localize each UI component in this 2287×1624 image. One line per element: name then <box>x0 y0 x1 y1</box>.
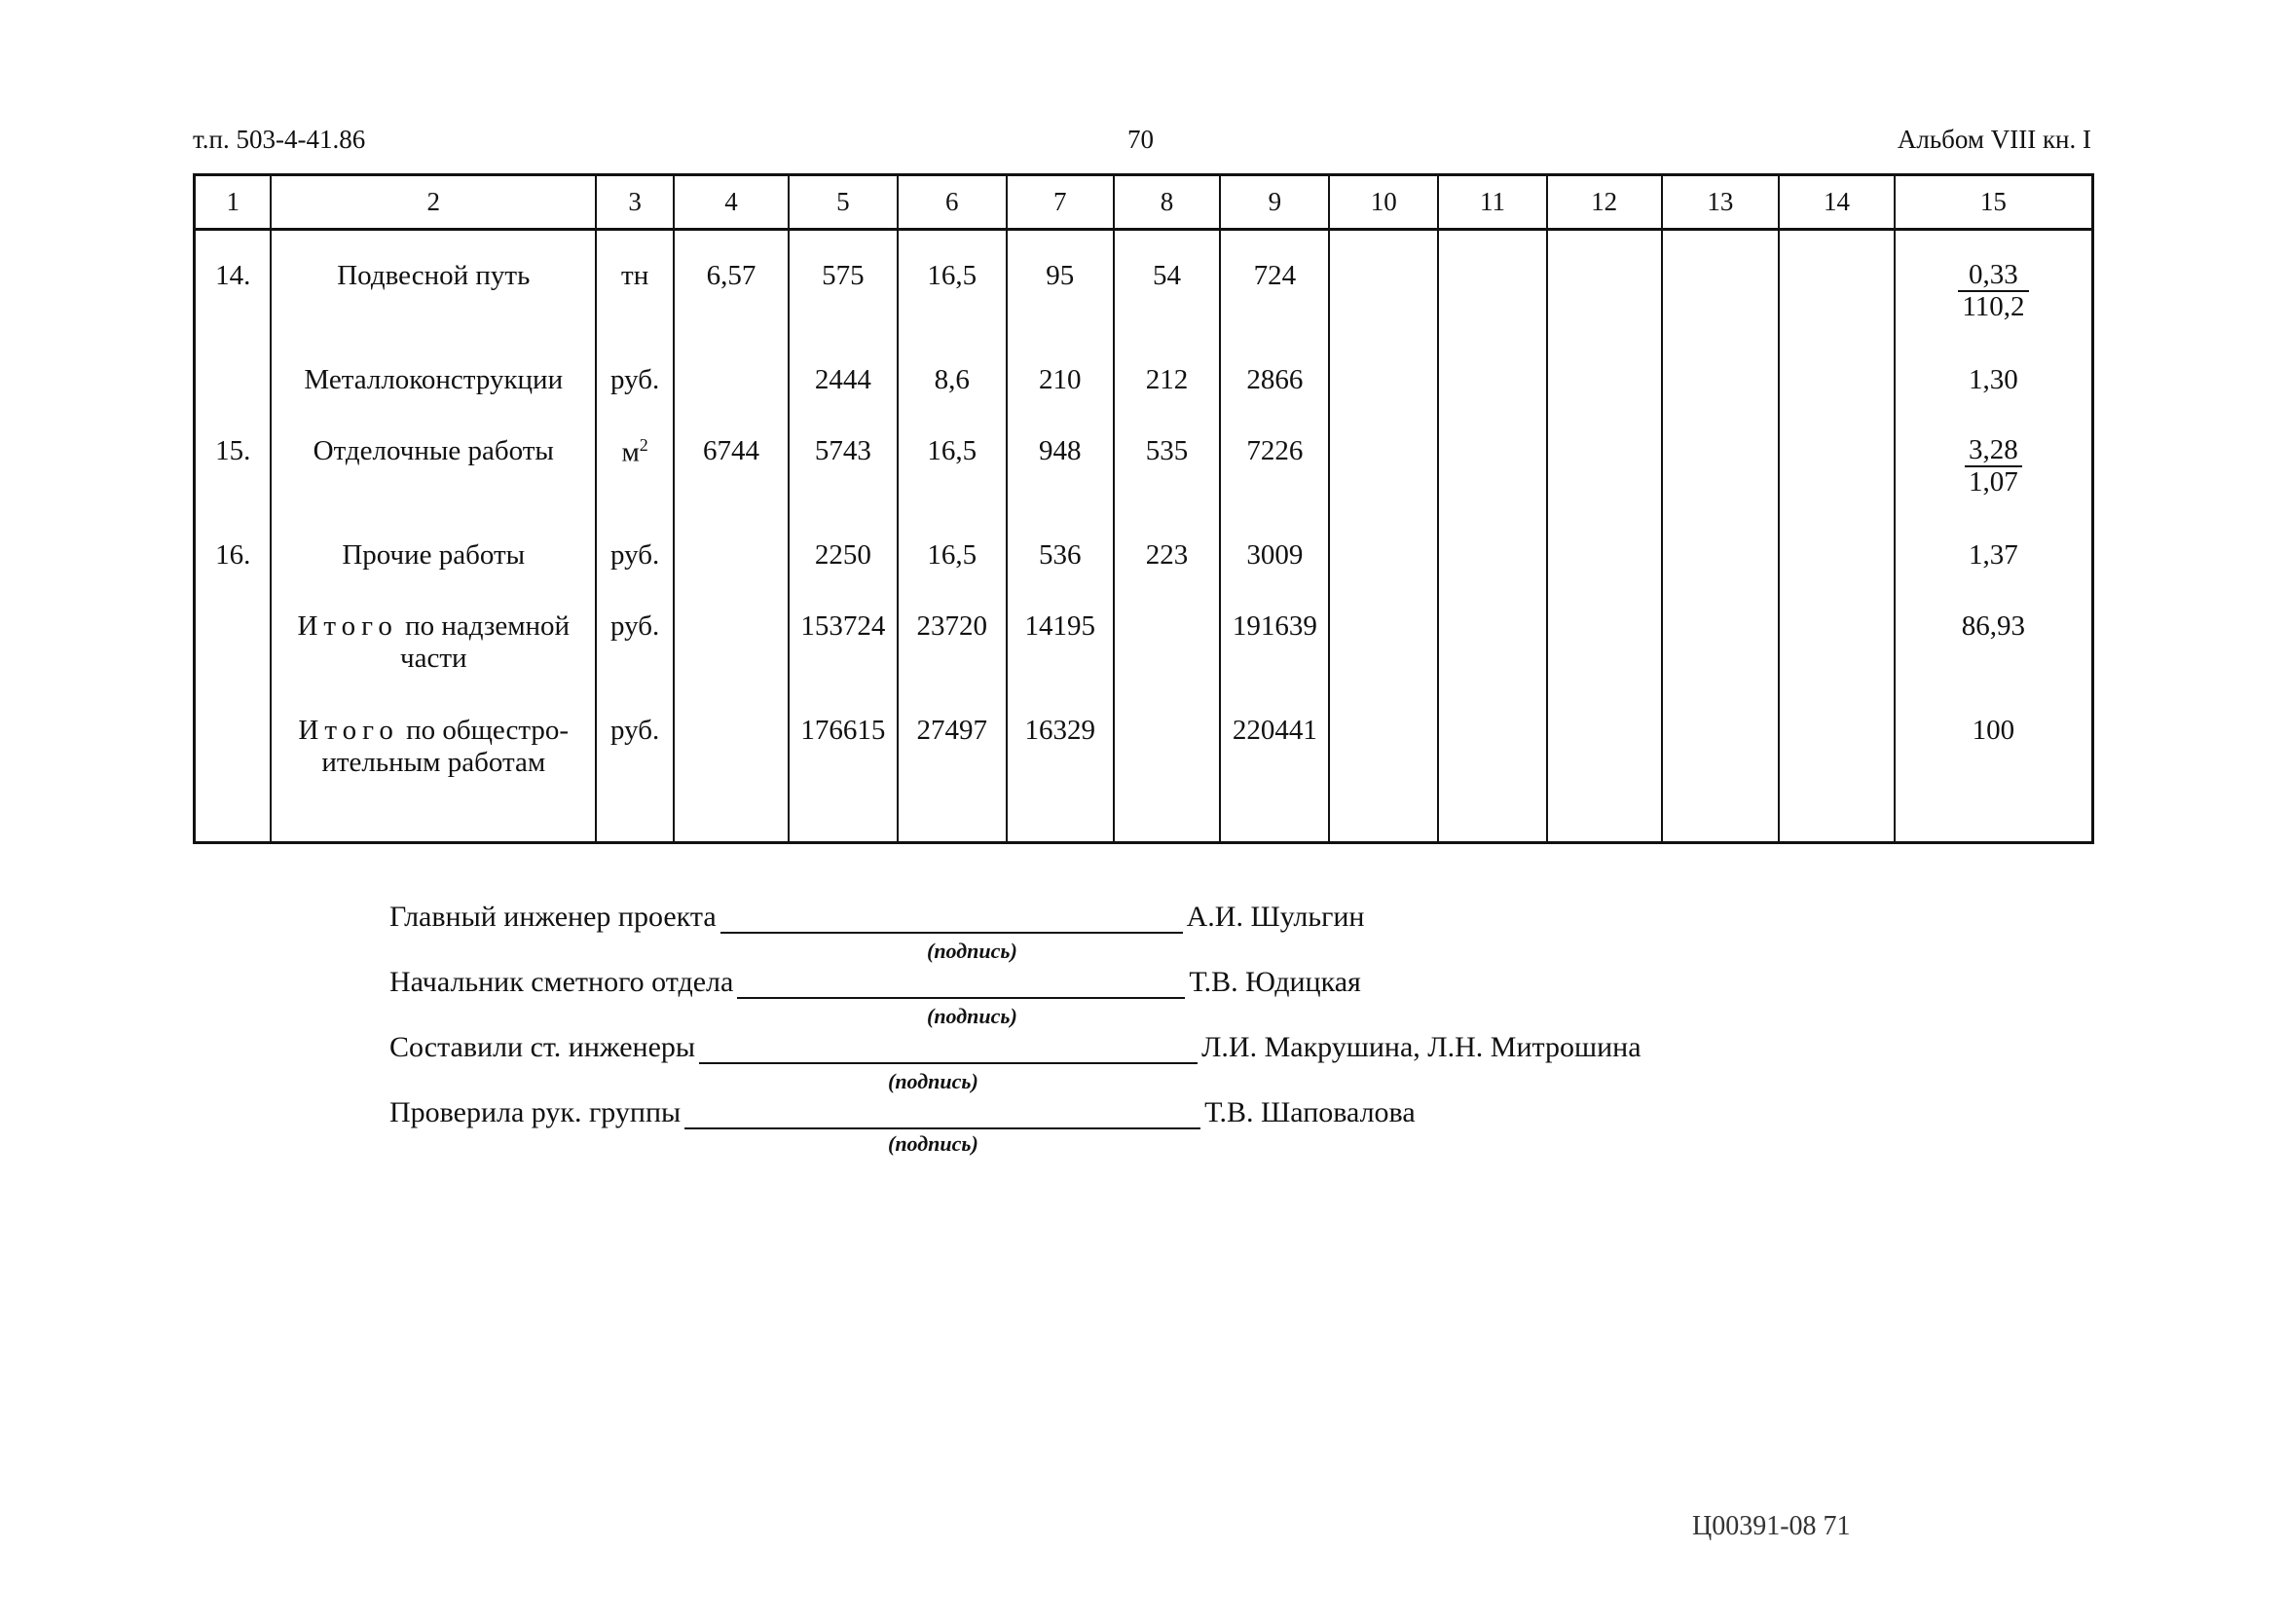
col-header: 1 <box>195 175 272 230</box>
table-row <box>195 435 2093 539</box>
page-number: 70 <box>1127 125 1154 154</box>
unit: руб. <box>596 610 674 715</box>
row-number: 16. <box>195 539 272 610</box>
item-name: Прочие работы <box>271 539 596 610</box>
table-row <box>195 539 2093 610</box>
fraction-bottom: 110,2 <box>1962 291 2025 322</box>
fraction-top: 0,33 <box>1958 260 2028 292</box>
total-word: Итого <box>297 610 398 642</box>
unit-exponent: 2 <box>639 435 648 455</box>
cell <box>674 715 789 843</box>
signature-person: А.И. Шульгин <box>1186 901 1365 933</box>
col-header: 13 <box>1662 175 1780 230</box>
table-row <box>195 230 2093 365</box>
cell: 7226 <box>1220 435 1329 539</box>
cell: 153724 <box>789 610 898 715</box>
row-number <box>195 364 272 435</box>
cell: 535 <box>1114 435 1221 539</box>
col-header: 15 <box>1895 175 2093 230</box>
item-name <box>271 715 596 843</box>
cell: 2444 <box>789 364 898 435</box>
row-number: 15. <box>195 435 272 539</box>
cell: 54 <box>1114 230 1221 365</box>
signature-role: Главный инженер проекта <box>389 901 717 933</box>
row-number <box>195 610 272 715</box>
signature-role: Составили ст. инженеры <box>389 1031 696 1063</box>
cell: 724 <box>1220 230 1329 365</box>
signature-role: Проверила рук. группы <box>389 1096 682 1128</box>
cell: 6,57 <box>674 230 789 365</box>
col-header: 6 <box>898 175 1007 230</box>
total-detail: по надземной части <box>400 610 571 674</box>
col-header: 12 <box>1547 175 1662 230</box>
cell <box>674 364 789 435</box>
unit-base: м <box>621 436 640 468</box>
cell <box>1114 610 1221 715</box>
cell: 176615 <box>789 715 898 843</box>
cell <box>674 610 789 715</box>
column-number-row <box>195 175 2093 230</box>
fraction-cell <box>1895 230 2093 365</box>
unit: руб. <box>596 364 674 435</box>
signature-estimate-head <box>389 966 1361 999</box>
signature-line <box>737 968 1185 999</box>
cell <box>1114 715 1221 843</box>
signature-line <box>720 903 1183 934</box>
col-header: 4 <box>674 175 789 230</box>
cell: 8,6 <box>898 364 1007 435</box>
table-row <box>195 610 2093 715</box>
col-header: 7 <box>1007 175 1114 230</box>
signature-person: Л.И. Макрушина, Л.Н. Митрошина <box>1201 1031 1641 1063</box>
unit: руб. <box>596 715 674 843</box>
signature-chief-engineer <box>389 901 1364 934</box>
cell: 2866 <box>1220 364 1329 435</box>
cell: 6744 <box>674 435 789 539</box>
cell: 1,37 <box>1895 539 2093 610</box>
total-detail: по общестро-ительным работам <box>321 715 570 778</box>
cell: 16,5 <box>898 435 1007 539</box>
cell: 14195 <box>1007 610 1114 715</box>
cell: 95 <box>1007 230 1114 365</box>
cell: 536 <box>1007 539 1114 610</box>
item-name <box>271 610 596 715</box>
col-header: 9 <box>1220 175 1329 230</box>
cell: 191639 <box>1220 610 1329 715</box>
item-name: Отделочные работы <box>271 435 596 539</box>
col-header: 5 <box>789 175 898 230</box>
row-number: 14. <box>195 230 272 365</box>
archive-code: Ц00391-08 71 <box>1692 1511 1851 1541</box>
table-row <box>195 364 2093 435</box>
signature-group-lead <box>389 1096 1416 1129</box>
cell: 16,5 <box>898 230 1007 365</box>
cell: 3009 <box>1220 539 1329 610</box>
col-header: 8 <box>1114 175 1221 230</box>
cell: 2250 <box>789 539 898 610</box>
cell: 86,93 <box>1895 610 2093 715</box>
col-header: 14 <box>1779 175 1895 230</box>
signature-line <box>699 1033 1198 1064</box>
item-name: Подвесной путь <box>271 230 596 365</box>
fraction-cell <box>1895 435 2093 539</box>
signature-role: Начальник сметного отдела <box>389 966 734 998</box>
unit: руб. <box>596 539 674 610</box>
signature-compilers <box>389 1031 1641 1064</box>
col-header: 10 <box>1329 175 1438 230</box>
col-header: 3 <box>596 175 674 230</box>
row-number <box>195 715 272 843</box>
cell: 1,30 <box>1895 364 2093 435</box>
signature-line <box>684 1098 1200 1129</box>
estimate-table <box>193 173 2094 844</box>
cell: 5743 <box>789 435 898 539</box>
album-label: Альбом VIII кн. I <box>1897 125 2091 154</box>
cell: 223 <box>1114 539 1221 610</box>
signature-caption: (подпись) <box>888 1069 978 1093</box>
col-header: 2 <box>271 175 596 230</box>
fraction <box>1965 435 2022 498</box>
signature-caption: (подпись) <box>888 1131 978 1156</box>
signature-person: Т.В. Юдицкая <box>1189 966 1361 998</box>
cell <box>674 539 789 610</box>
item-name: Металлоконструкции <box>271 364 596 435</box>
cell: 16,5 <box>898 539 1007 610</box>
table-row <box>195 715 2093 843</box>
fraction-top: 3,28 <box>1965 435 2022 467</box>
unit <box>596 435 674 539</box>
signature-caption: (подпись) <box>927 1004 1017 1028</box>
cell: 16329 <box>1007 715 1114 843</box>
cell: 948 <box>1007 435 1114 539</box>
fraction-bottom: 1,07 <box>1969 466 2018 498</box>
total-word: Итого <box>298 715 399 746</box>
signature-caption: (подпись) <box>927 939 1017 963</box>
col-header: 11 <box>1438 175 1547 230</box>
cell: 100 <box>1895 715 2093 843</box>
doc-code: т.п. 503-4-41.86 <box>193 125 366 154</box>
unit: тн <box>596 230 674 365</box>
cell: 210 <box>1007 364 1114 435</box>
cell: 27497 <box>898 715 1007 843</box>
cell: 212 <box>1114 364 1221 435</box>
signature-person: Т.В. Шаповалова <box>1204 1096 1416 1128</box>
cell: 23720 <box>898 610 1007 715</box>
cell: 220441 <box>1220 715 1329 843</box>
cell: 575 <box>789 230 898 365</box>
fraction <box>1958 260 2028 322</box>
